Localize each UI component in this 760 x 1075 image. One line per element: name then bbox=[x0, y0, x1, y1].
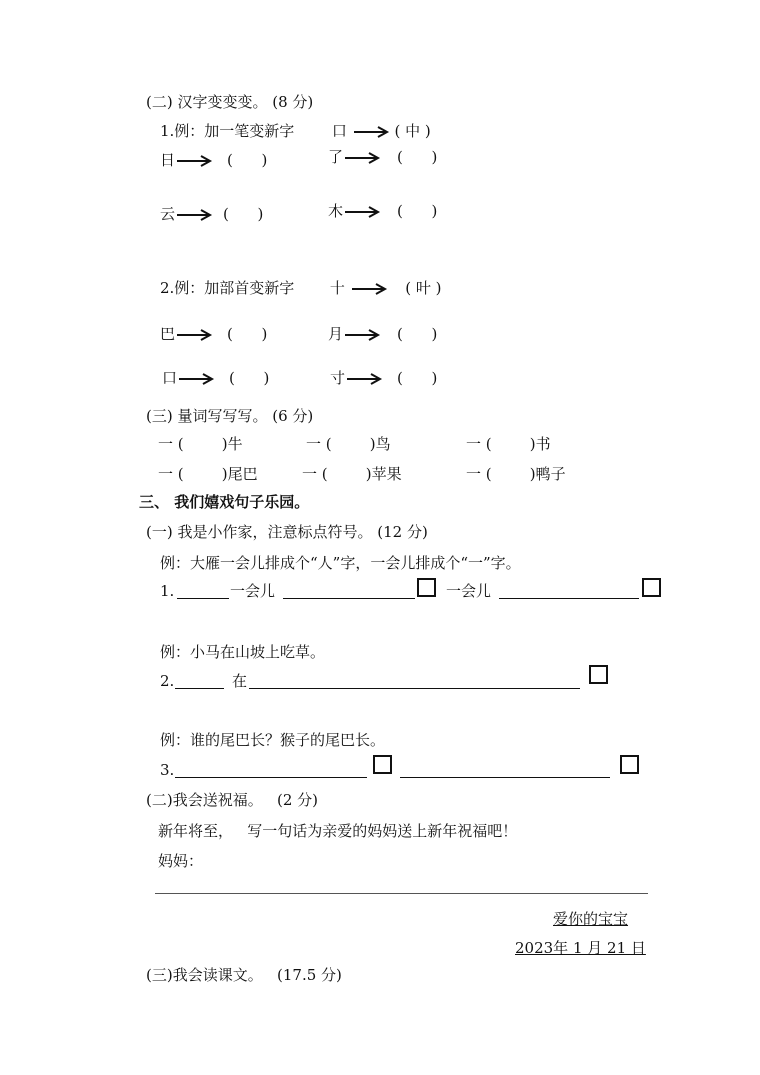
blessing-prompt: 新年将至， 写一句话为亲爱的妈妈送上新年祝福吧！ bbox=[158, 822, 518, 840]
question-number: 1. bbox=[160, 582, 175, 600]
punctuation-box[interactable] bbox=[620, 755, 639, 774]
right-arrow-icon bbox=[175, 328, 213, 342]
right-arrow-icon bbox=[177, 372, 215, 386]
example-sentence: 例：小马在山坡上吃草。 bbox=[160, 643, 326, 661]
answer-blank[interactable]: ( ) bbox=[397, 202, 438, 220]
answer-line[interactable] bbox=[283, 598, 415, 599]
answer-line[interactable] bbox=[177, 598, 229, 599]
measure-word-item[interactable]: 一 ( )苹果 bbox=[302, 465, 402, 483]
keyword: 在 bbox=[232, 672, 248, 690]
q1-item-char: 木 bbox=[328, 202, 344, 220]
right-arrow-icon bbox=[175, 208, 213, 222]
q2-example-answer: ( 叶 ) bbox=[405, 279, 442, 297]
q1-example-answer: ( 中 ) bbox=[394, 122, 431, 140]
question-number: 2. bbox=[160, 672, 175, 690]
q1-item-char: 了 bbox=[328, 148, 344, 166]
q1-example-char: 口 bbox=[331, 122, 347, 140]
q2-example-label: 2.例：加部首变新字 bbox=[160, 279, 295, 297]
answer-blank[interactable]: ( ) bbox=[229, 369, 270, 387]
q1-item bbox=[160, 204, 263, 224]
q1-item bbox=[160, 150, 267, 170]
answer-blank[interactable]: ( ) bbox=[397, 369, 438, 387]
measure-word-item[interactable]: 一 ( )尾巴 bbox=[158, 465, 258, 483]
q1-item-char: 日 bbox=[160, 151, 176, 169]
answer-line[interactable] bbox=[175, 688, 224, 689]
date: 2023年 1 月 21 日 bbox=[515, 939, 646, 957]
right-arrow-icon bbox=[345, 372, 383, 386]
keyword: 一会儿 bbox=[446, 582, 492, 600]
subsection-title-reading: (三)我会读课文。 (17.5 分) bbox=[146, 966, 342, 984]
section-title-measure-words: (三) 量词写写写。 (6 分) bbox=[146, 407, 314, 425]
part-title-sentence-park: 三、 我们嬉戏句子乐园。 bbox=[139, 493, 310, 511]
answer-line[interactable] bbox=[499, 598, 639, 599]
q2-item-char: 巴 bbox=[160, 325, 176, 343]
subsection-title-punctuation: (一) 我是小作家，注意标点符号。 (12 分) bbox=[146, 523, 428, 541]
example-sentence: 例：谁的尾巴长？猴子的尾巴长。 bbox=[160, 731, 386, 749]
keyword: 一会儿 bbox=[230, 582, 276, 600]
answer-blank[interactable]: ( ) bbox=[397, 325, 438, 343]
answer-blank[interactable]: ( ) bbox=[227, 151, 268, 169]
right-arrow-icon bbox=[343, 151, 381, 165]
measure-word-item[interactable]: 一 ( )鸭子 bbox=[466, 465, 566, 483]
salutation: 妈妈： bbox=[158, 852, 204, 870]
q2-item-char: 口 bbox=[162, 369, 178, 387]
q2-item bbox=[330, 368, 437, 388]
subsection-title-blessing: (二)我会送祝福。 (2 分) bbox=[146, 791, 319, 809]
answer-line[interactable] bbox=[175, 777, 367, 778]
q2-item bbox=[162, 368, 269, 388]
answer-line[interactable] bbox=[400, 777, 610, 778]
section-title-character-change: (二) 汉字变变变。 (8 分) bbox=[146, 93, 314, 111]
q2-item-char: 月 bbox=[328, 325, 344, 343]
q1-item bbox=[328, 147, 437, 167]
q2-item-char: 寸 bbox=[330, 369, 346, 387]
punctuation-box[interactable] bbox=[589, 665, 608, 684]
answer-blank[interactable]: ( ) bbox=[227, 325, 268, 343]
punctuation-box[interactable] bbox=[373, 755, 392, 774]
q2-example-char: 十 bbox=[329, 279, 345, 297]
answer-blank[interactable]: ( ) bbox=[397, 148, 438, 166]
right-arrow-icon bbox=[175, 154, 213, 168]
right-arrow-icon bbox=[343, 205, 381, 219]
q1-example-label: 1.例：加一笔变新字 bbox=[160, 122, 295, 140]
example-sentence: 例：大雁一会儿排成个“人”字，一会儿排成个“一”字。 bbox=[160, 554, 521, 572]
right-arrow-icon bbox=[352, 125, 390, 139]
q1-item-char: 云 bbox=[160, 205, 176, 223]
q2-example-row bbox=[160, 278, 441, 298]
right-arrow-icon bbox=[343, 328, 381, 342]
punctuation-box[interactable] bbox=[642, 578, 661, 597]
answer-line[interactable] bbox=[249, 688, 580, 689]
answer-blank[interactable]: ( ) bbox=[223, 205, 264, 223]
blessing-answer-line[interactable] bbox=[155, 893, 648, 894]
right-arrow-icon bbox=[350, 282, 388, 296]
q2-item bbox=[328, 324, 437, 344]
measure-word-item[interactable]: 一 ( )书 bbox=[466, 435, 551, 453]
q1-example-row bbox=[160, 121, 431, 141]
measure-word-item[interactable]: 一 ( )牛 bbox=[158, 435, 243, 453]
q1-item bbox=[328, 201, 437, 221]
signature: 爱你的宝宝 bbox=[553, 910, 629, 928]
question-number: 3. bbox=[160, 761, 175, 779]
punctuation-box[interactable] bbox=[417, 578, 436, 597]
measure-word-item[interactable]: 一 ( )鸟 bbox=[306, 435, 391, 453]
q2-item bbox=[160, 324, 267, 344]
